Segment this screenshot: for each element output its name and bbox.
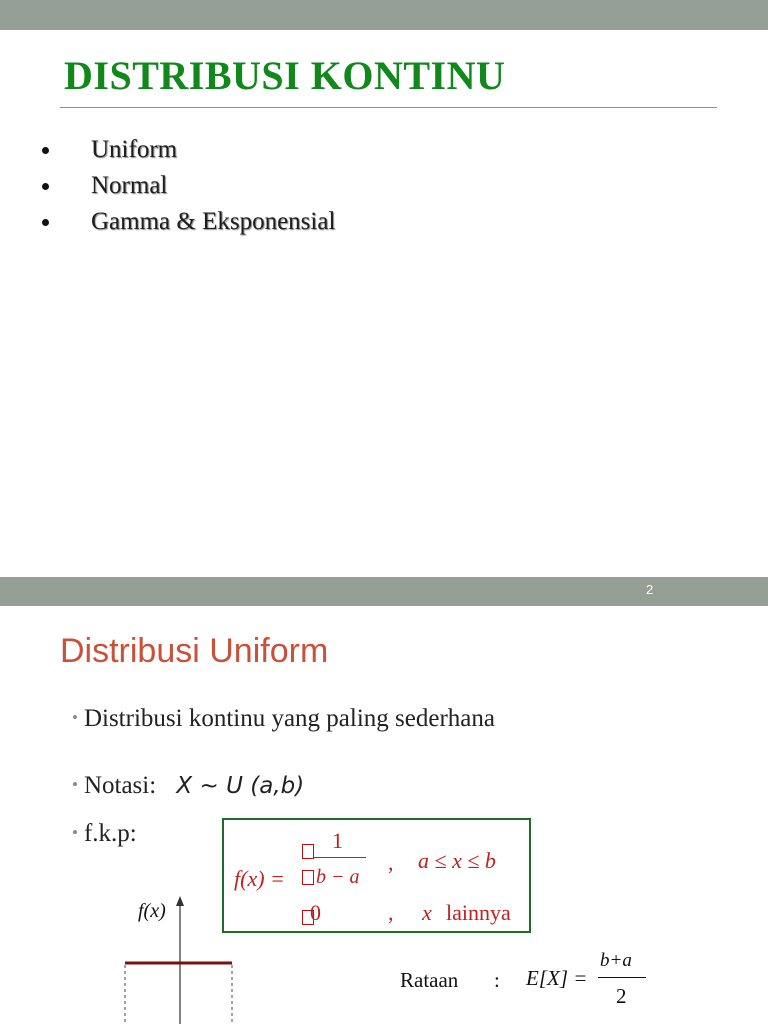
top-band xyxy=(0,0,768,30)
case2-condition: lainnya xyxy=(446,900,511,925)
graph-y-axis-label: f(x) xyxy=(138,900,166,922)
list-item xyxy=(40,134,335,170)
list-item xyxy=(40,170,335,206)
list-item-label: Normal xyxy=(91,172,168,199)
case1-separator: , xyxy=(388,850,394,875)
bullet-item xyxy=(72,820,137,848)
mean-numerator: b+a xyxy=(600,950,632,971)
list-item xyxy=(40,206,335,242)
case2-value: 0 xyxy=(310,900,321,925)
bullet-icon: • xyxy=(72,775,78,794)
page-number: 2 xyxy=(646,582,654,597)
case2-variable: x xyxy=(422,900,432,925)
title-divider xyxy=(60,107,717,108)
brace-glyph-icon xyxy=(302,844,314,859)
brace-glyph-icon xyxy=(302,870,314,885)
bullet-icon: • xyxy=(72,823,78,842)
formula-lhs: f(x) = xyxy=(234,866,285,891)
fraction-numerator: 1 xyxy=(332,828,343,853)
bullet-icon xyxy=(42,219,49,226)
fraction-bar xyxy=(314,857,366,858)
bullet-item xyxy=(72,705,495,733)
bullet-icon xyxy=(42,147,49,154)
mean-lhs: E[X] = xyxy=(526,966,588,990)
bullet-icon: • xyxy=(72,708,78,727)
mean-fraction-bar xyxy=(598,977,646,978)
bullet-label: Notasi: xyxy=(83,772,157,799)
mean-label: Rataan xyxy=(400,968,459,992)
mean-colon: : xyxy=(494,968,500,992)
bullet-icon xyxy=(42,183,49,190)
slide-title: DISTRIBUSI KONTINU xyxy=(64,53,506,98)
slide-title: Distribusi Uniform xyxy=(60,632,329,670)
case1-condition: a ≤ x ≤ b xyxy=(418,848,496,873)
pdf-formula-box xyxy=(222,818,531,933)
list-item-label: Gamma & Eksponensial xyxy=(91,208,336,235)
case2-separator: , xyxy=(388,900,394,925)
bullet-text: Distribusi kontinu yang paling sederhana xyxy=(83,705,495,732)
bullet-item xyxy=(72,772,304,800)
list-item-label: Uniform xyxy=(91,136,178,163)
fraction-denominator: b − a xyxy=(316,866,360,888)
arrow-up-icon xyxy=(176,896,184,906)
notation-math: X ~ U (a,b) xyxy=(176,773,305,799)
mean-denominator: 2 xyxy=(616,984,627,1008)
bullet-label: f.k.p: xyxy=(83,820,137,847)
topic-list xyxy=(40,134,335,242)
